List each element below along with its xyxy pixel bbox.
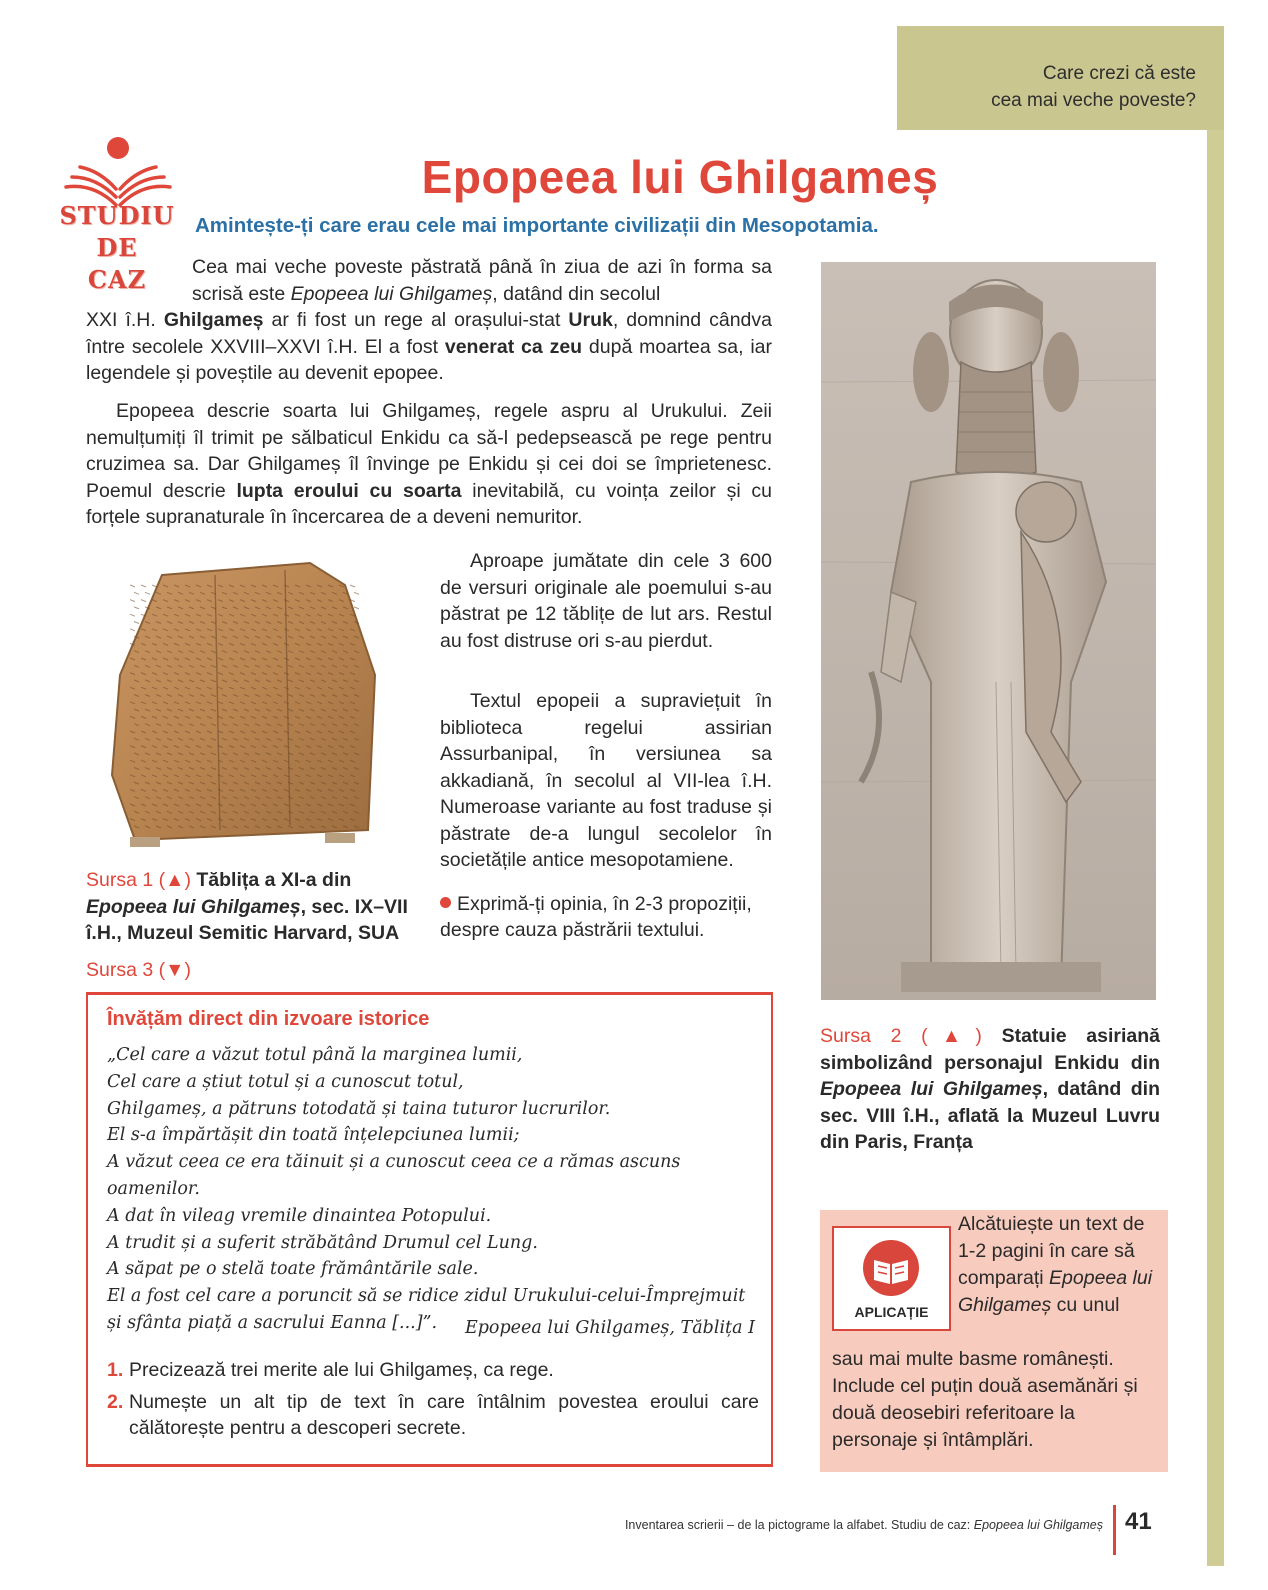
question-1	[107, 1357, 762, 1383]
intro-paragraph-bottom	[86, 307, 772, 387]
question-text: Numește un alt tip de text în care întâlnim povestea eroului care călătorește pentru a descoperi secrete.	[129, 1391, 759, 1439]
poem-line: El a fost cel care a poruncit să se ridice zidul Urukului-celui-Împrejmuit	[107, 1286, 746, 1307]
source-1-caption	[86, 867, 416, 947]
paragraph-verses: Aproape jumătate din cele 3 600 de versuri originale ale poemului s-au păstrat pe 12 tăblițe de lut ars. Restul au fost distruse ori s-au pierdut.	[440, 550, 772, 652]
hook-question-line-1: Care crezi că este	[1042, 63, 1196, 84]
intro-text: , domnind cândva între secolele XXVIII–XXVI î.H. El a fost	[86, 309, 773, 358]
page-subtitle: Amintește-ți care erau cele mai importante civilizații din Mesopotamia.	[195, 214, 879, 237]
poem-source: Epopeea lui Ghilgameș, Tăblița I	[464, 1318, 755, 1338]
clay-tablet-image	[100, 555, 390, 855]
page-footer	[573, 1518, 1103, 1532]
source-2-label: Sursa 2 (	[820, 1025, 928, 1047]
page-number: 41	[1125, 1508, 1152, 1535]
application-badge	[832, 1226, 951, 1331]
hook-question-box	[897, 26, 1224, 130]
poem-line: El s-a împărtășit din toată înțelepciunea lumii;	[107, 1125, 520, 1146]
intro-text: Cea mai veche poveste păstrată până în ziua de azi în forma sa scrisă este	[192, 256, 772, 305]
opinion-task	[440, 891, 772, 943]
poem-excerpt	[107, 1042, 762, 1337]
intro-bold: venerat ca zeu	[444, 335, 583, 358]
logo-text-line-3: CAZ	[87, 265, 147, 294]
source-3-label-text: Sursa 3 (	[86, 959, 166, 981]
question-text: Precizează trei merite ale lui Ghilgameș, ca rege.	[129, 1359, 554, 1381]
assyrian-statue-image	[821, 262, 1156, 1000]
book-icon	[834, 1230, 949, 1302]
poem-line: A trudit și a suferit străbătând Drumul cel Lung.	[107, 1232, 538, 1253]
poem-line: A dat în vileag vremile dinaintea Potopului.	[107, 1205, 492, 1226]
paragraph-text: Epopeea descrie soarta lui Ghilgameș, regele aspru al Urukului. Zeii nemulțumiți îl trimit pe sălbaticul Enkidu ca să-l pedepsească pe rege pentru cruzimea sa. Dar Ghilgameș îl învinge pe Enkidu și cei doi se împrietenesc. Poemul descrie	[86, 400, 772, 502]
source-1-italic: Epopeea lui Ghilgameș	[86, 895, 301, 918]
intro-text: , datând din secolul	[492, 282, 661, 305]
footer-divider	[1113, 1505, 1116, 1555]
poem-line: A văzut ceea ce era tăinuit și a cunoscut ceea ce a rămas ascuns oamenilor.	[107, 1152, 681, 1199]
paragraph-text: inevitabilă, cu voința zeilor și cu forțele supranaturale în încercarea de a deveni nemuritor.	[86, 479, 772, 528]
logo-text-line-2: DE	[96, 233, 138, 262]
hook-question-line-2: cea mai veche poveste?	[991, 90, 1196, 111]
poem-line: A săpat pe o stelă toate frământările sale.	[107, 1259, 479, 1280]
intro-text: după moartea sa, iar legendele și poveștile au devenit epopee.	[86, 335, 772, 384]
application-italic: Epopeea lui Ghilgameș	[958, 1267, 1153, 1316]
intro-bold: Ghilgameș	[163, 309, 264, 331]
arrow-up-icon: ▲	[927, 1025, 976, 1047]
source-2-label-close: )	[975, 1025, 982, 1047]
source-2-text: , datând din sec. VIII î.H., aflată la Muzeul Luvru din Paris, Franța	[820, 1078, 1160, 1153]
application-text: cu unul	[1051, 1294, 1120, 1316]
page-title: Epopeea lui Ghilgameș	[421, 151, 939, 203]
poem-line: Ghilgameș, a pătruns totodată și taina tuturor lucrurilor.	[107, 1098, 611, 1119]
application-task-top	[958, 1211, 1158, 1319]
source-3-label-close: )	[184, 959, 191, 981]
source-1-text: Tăblița a XI-a din	[190, 869, 352, 891]
poem-line: și sfânta piață a sacrului Eanna [...]”.	[107, 1312, 438, 1333]
application-text: Alcătuiește un text de 1-2 pagini în care să comparați	[958, 1213, 1145, 1289]
source-box-heading: Învățăm direct din izvoare istorice	[107, 1008, 430, 1030]
side-color-strip	[1207, 26, 1224, 1566]
source-1-text: , sec. IX–VII î.H., Muzeul Semitic Harvard, SUA	[86, 895, 408, 944]
intro-bold: Uruk	[568, 309, 613, 331]
intro-paragraph-top	[192, 254, 772, 307]
case-study-logo	[58, 135, 178, 295]
source-2-text: Statuie asiriană simbolizând personajul Enkidu din	[820, 1025, 1160, 1074]
source-2-caption	[820, 1023, 1160, 1156]
footer-italic: Epopeea lui Ghilgameș	[973, 1518, 1103, 1532]
intro-text: XXI î.H.	[86, 309, 164, 331]
source-1-label: Sursa 1 (	[86, 869, 166, 891]
application-label: APLICAȚIE	[854, 1304, 929, 1320]
logo-text-line-1: STUDIU	[59, 201, 175, 230]
arrow-up-icon: ▲	[165, 869, 185, 891]
poem-line: „Cel care a văzut totul până la marginea lumii,	[107, 1045, 523, 1065]
question-number: 2.	[107, 1391, 124, 1413]
opinion-task-text: Exprimă-ți opinia, în 2-3 propoziții, despre cauza păstrării textului.	[440, 893, 752, 941]
source-1-label-close: )	[184, 869, 191, 891]
footer-text: Inventarea scrierii – de la pictograme la alfabet. Studiu de caz:	[624, 1518, 974, 1532]
paragraph-bold: lupta eroului cu soarta	[236, 479, 462, 502]
intro-text: ar fi fost un rege al orașului-stat	[263, 309, 569, 331]
poem-line: Cel care a știut totul și a cunoscut totul,	[107, 1071, 464, 1092]
question-2	[107, 1389, 762, 1441]
application-task-bottom: sau mai multe basme românești. Include cel puțin două asemănări și două deosebiri referitoare la personaje și întâmplări.	[832, 1348, 1138, 1451]
paragraph-survival: Textul epopeii a supraviețuit în biblioteca regelui assirian Assurbanipal, în versiunea sa akkadiană, în secolul al VII-lea î.H. Numeroase variante au fost traduse și păstrate de-a lungul secolelor în societățile antice mesopotamiene.	[440, 690, 772, 871]
paragraph-epic-description	[86, 398, 772, 531]
source-2-italic: Epopeea lui Ghilgameș	[820, 1078, 1043, 1100]
question-number: 1.	[107, 1359, 124, 1381]
intro-italic-title: Epopeea lui Ghilgameș	[290, 282, 493, 305]
bullet-icon	[440, 897, 451, 908]
source-3-label	[86, 957, 191, 984]
arrow-down-icon: ▼	[165, 959, 185, 981]
